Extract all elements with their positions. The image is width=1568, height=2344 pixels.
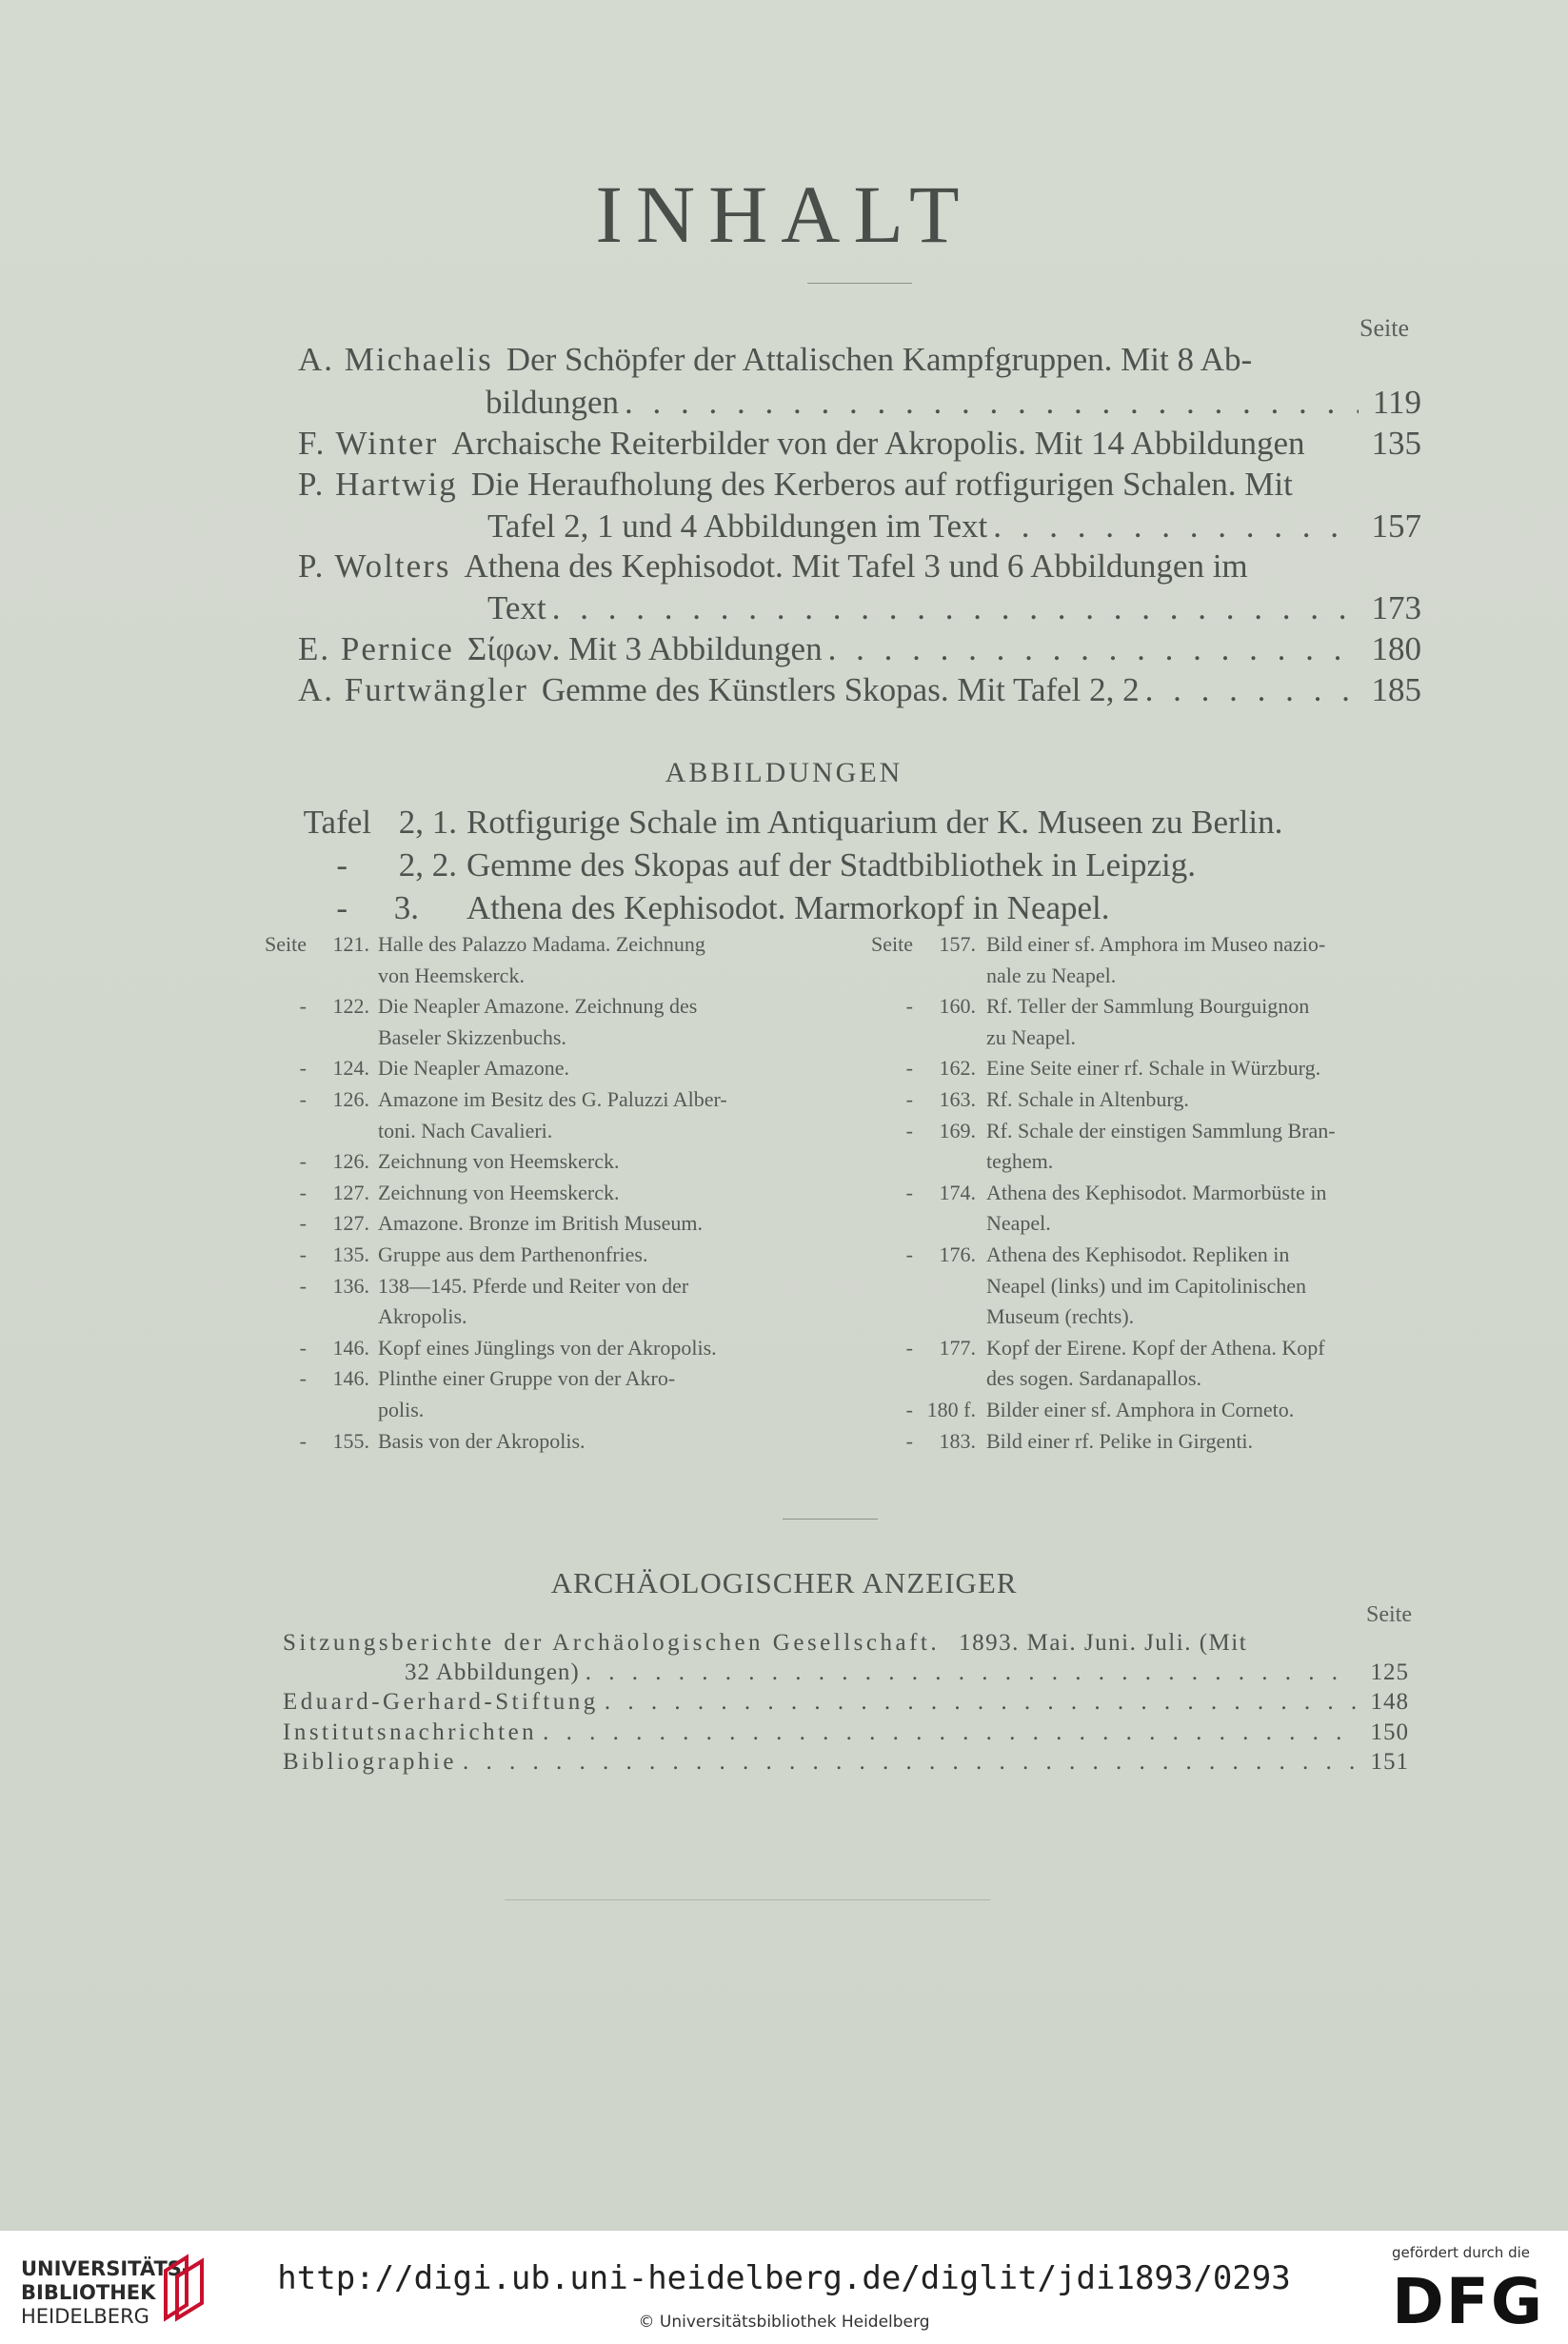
- toc-page: 173: [1371, 589, 1421, 626]
- toc-entry[interactable]: [298, 549, 1426, 583]
- figure-desc-line: Zeichnung von Heemskerck.: [378, 1180, 620, 1204]
- figure-prefix: -: [905, 1087, 913, 1111]
- figure-desc-line: Die Neapler Amazone. Zeichnung des: [378, 994, 698, 1019]
- figure-desc-line: Kopf eines Jünglings von der Akropolis.: [378, 1335, 717, 1360]
- figure-prefix: -: [905, 1180, 913, 1204]
- figure-page-ref: 127.: [332, 1211, 369, 1236]
- figure-desc-line: Eine Seite einer rf. Schale in Würzburg.: [986, 1056, 1321, 1081]
- seite-label: Seite: [1360, 314, 1409, 342]
- figure-entry[interactable]: [0, 1089, 1568, 1121]
- figure-prefix: -: [299, 1211, 307, 1236]
- figure-page-ref: 122.: [332, 994, 369, 1019]
- plate-ref: 3.: [393, 889, 419, 926]
- figure-desc-line: Basis von der Akropolis.: [378, 1428, 586, 1453]
- figure-entry[interactable]: [0, 934, 1568, 996]
- anzeiger-title: Eduard-Gerhard-Stiftung: [283, 1689, 599, 1715]
- figure-desc-line: Baseler Skizzenbuchs.: [378, 1024, 566, 1049]
- title-rule: [807, 283, 912, 284]
- figure-desc-line: Neapel (links) und im Capitolinischen: [986, 1273, 1307, 1298]
- figure-prefix: -: [905, 1335, 913, 1360]
- plate-ref: 2, 1.: [398, 804, 457, 841]
- anzeiger-entry[interactable]: [283, 1750, 1409, 1774]
- figure-page-ref: 146.: [332, 1335, 369, 1360]
- figure-desc-line: 138—145. Pferde und Reiter von der: [378, 1273, 689, 1298]
- figure-entry[interactable]: [0, 1335, 1568, 1400]
- toc-title: Die Heraufholung des Kerberos auf rotfigurigen Schalen. Mit: [470, 466, 1293, 503]
- figure-desc-line: polis.: [378, 1397, 425, 1421]
- leader-dots: [1145, 673, 1359, 706]
- leader-dots: [552, 591, 1359, 625]
- figure-page-ref: 121.: [332, 932, 369, 956]
- figure-desc-line: nale zu Neapel.: [986, 963, 1117, 987]
- library-line: HEIDELBERG: [21, 2305, 149, 2329]
- anzeiger-title: Institutsnachrichten: [283, 1719, 538, 1745]
- figure-prefix: -: [299, 1180, 307, 1204]
- figure-page-ref: 183.: [939, 1428, 976, 1453]
- toc-title: Der Schöpfer der Attalischen Kampfgruppen. Mit 8 Ab-: [506, 341, 1253, 378]
- figure-page-ref: 157.: [939, 932, 976, 956]
- toc-page: 180: [1371, 630, 1421, 667]
- figure-page-ref: 135.: [332, 1242, 369, 1266]
- dfg-logo: DFG: [1392, 2265, 1545, 2338]
- figure-page-ref: 136.: [332, 1273, 369, 1298]
- library-line: BIBLIOTHEK: [21, 2281, 156, 2305]
- figure-prefix: -: [905, 1242, 913, 1266]
- seite-label-anzeiger: Seite: [1366, 1602, 1412, 1627]
- figure-desc-line: zu Neapel.: [986, 1024, 1077, 1049]
- anzeiger-entry[interactable]: [283, 1690, 1409, 1714]
- figure-desc-line: Halle des Palazzo Madama. Zeichnung: [378, 932, 705, 956]
- footer-bar: [0, 2230, 1568, 2344]
- toc-author: F. Winter: [298, 425, 439, 462]
- plate-entry[interactable]: [0, 891, 1568, 929]
- figure-prefix: Seite: [265, 932, 307, 956]
- figure-page-ref: 163.: [939, 1087, 976, 1111]
- toc-entry[interactable]: [298, 673, 1421, 706]
- figure-entry[interactable]: [0, 1244, 1568, 1338]
- figure-prefix: -: [299, 1056, 307, 1081]
- figure-entry[interactable]: [0, 1397, 1568, 1431]
- anzeiger-entry[interactable]: [283, 1720, 1409, 1744]
- toc-title: Athena des Kephisodot. Mit Tafel 3 und 6 Abbildungen im: [464, 547, 1248, 585]
- leader-dots: [605, 1690, 1356, 1714]
- figure-page-ref: 169.: [939, 1118, 976, 1142]
- toc-entry[interactable]: [298, 427, 1421, 460]
- figure-page-ref: 124.: [332, 1056, 369, 1081]
- figure-desc-line: Athena des Kephisodot. Marmorbüste in: [986, 1180, 1327, 1204]
- figure-prefix: -: [299, 1149, 307, 1174]
- plate-prefix: Tafel: [303, 804, 371, 841]
- figure-page-ref: 162.: [939, 1056, 976, 1081]
- figure-prefix: -: [299, 1366, 307, 1391]
- funded-by-label: gefördert durch die: [1392, 2244, 1530, 2261]
- figure-desc-line: Bild einer sf. Amphora im Museo nazio-: [986, 932, 1326, 956]
- anzeiger-title-cont: 32 Abbildungen): [405, 1659, 580, 1685]
- figure-prefix: -: [905, 1398, 913, 1421]
- toc-entry-cont[interactable]: [486, 386, 1421, 419]
- bottom-rule: [505, 1899, 990, 1900]
- plate-entry[interactable]: [0, 805, 1568, 844]
- figure-desc-line: Athena des Kephisodot. Repliken in: [986, 1242, 1290, 1266]
- figure-desc-line: teghem.: [986, 1149, 1054, 1174]
- figure-desc-line: Bilder einer sf. Amphora in Corneto.: [986, 1398, 1295, 1421]
- anzeiger-title: Bibliographie: [283, 1749, 457, 1775]
- toc-entry-cont[interactable]: [487, 509, 1421, 543]
- toc-author: P. Hartwig: [298, 466, 458, 503]
- toc-page: 157: [1371, 507, 1421, 545]
- figure-prefix: -: [299, 1087, 307, 1111]
- abbildungen-heading: ABBILDUNGEN: [665, 757, 903, 788]
- figure-desc-line: Zeichnung von Heemskerck.: [378, 1149, 620, 1174]
- leader-dots: [828, 632, 1359, 665]
- figure-page-ref: 126.: [332, 1149, 369, 1174]
- anzeiger-page: 151: [1370, 1749, 1409, 1775]
- anzeiger-page: 150: [1370, 1719, 1409, 1745]
- figure-entry[interactable]: [0, 1118, 1568, 1182]
- permalink-url[interactable]: http://digi.ub.uni-heidelberg.de/diglit/jdi1893/0293: [277, 2259, 1291, 2297]
- figure-desc-line: Museum (rechts).: [986, 1304, 1135, 1329]
- figure-entry[interactable]: [0, 1182, 1568, 1244]
- toc-title: Archaische Reiterbilder von der Akropolis. Mit 14 Abbildungen: [451, 425, 1305, 462]
- plate-desc: Rotfigurige Schale im Antiquarium der K. Museen zu Berlin.: [466, 804, 1283, 841]
- plate-desc: Athena des Kephisodot. Marmorkopf in Neapel.: [466, 889, 1110, 926]
- toc-author: P. Wolters: [298, 547, 451, 585]
- figure-prefix: -: [905, 1428, 913, 1453]
- figure-desc-line: Kopf der Eirene. Kopf der Athena. Kopf: [986, 1335, 1325, 1360]
- figure-entry[interactable]: [0, 1058, 1568, 1089]
- figure-prefix: -: [299, 1335, 307, 1360]
- toc-title: Σίφων. Mit 3 Abbildungen: [466, 630, 823, 667]
- toc-entry[interactable]: [298, 467, 1426, 501]
- figure-desc-line: Rf. Schale der einstigen Sammlung Bran-: [986, 1118, 1336, 1142]
- figure-desc-line: Bild einer rf. Pelike in Girgenti.: [986, 1428, 1254, 1453]
- toc-author: A. Furtwängler: [298, 671, 528, 708]
- toc-page: 119: [1372, 384, 1421, 421]
- figure-page-ref: 174.: [939, 1180, 976, 1204]
- anzeiger-entry-cont[interactable]: [405, 1660, 1409, 1684]
- section-rule: [783, 1519, 878, 1520]
- leader-dots: [625, 386, 1359, 419]
- library-line: UNIVERSITÄTS-: [21, 2257, 190, 2280]
- figure-page-ref: 146.: [332, 1366, 369, 1391]
- figure-desc-line: Amazone im Besitz des G. Paluzzi Alber-: [378, 1087, 727, 1111]
- toc-page: 135: [1371, 425, 1421, 462]
- toc-entry[interactable]: [298, 632, 1421, 665]
- figure-desc-line: Rf. Teller der Sammlung Bourguignon: [986, 994, 1310, 1019]
- figure-desc-line: des sogen. Sardanapallos.: [986, 1366, 1202, 1391]
- leader-dots: [993, 509, 1359, 543]
- plate-prefix: -: [336, 846, 347, 884]
- anzeiger-title-rest: 1893. Mai. Juni. Juli. (Mit: [959, 1630, 1248, 1656]
- toc-title: Gemme des Künstlers Skopas. Mit Tafel 2, 2: [541, 671, 1140, 708]
- figure-prefix: -: [299, 1242, 307, 1266]
- toc-title-cont: bildungen: [486, 384, 619, 421]
- figure-desc-line: Amazone. Bronze im British Museum.: [378, 1211, 703, 1236]
- page-title: INHALT: [595, 169, 973, 260]
- anzeiger-page: 148: [1370, 1689, 1409, 1715]
- copyright-notice: © Universitätsbibliothek Heidelberg: [638, 2313, 930, 2332]
- figure-desc-line: Neapel.: [986, 1211, 1051, 1236]
- figure-page-ref: 155.: [332, 1428, 369, 1453]
- leader-dots: [586, 1660, 1356, 1684]
- figure-desc-line: Plinthe einer Gruppe von der Akro-: [378, 1366, 676, 1391]
- figure-desc-line: Rf. Schale in Altenburg.: [986, 1087, 1189, 1111]
- figure-page-ref: 126.: [332, 1087, 369, 1111]
- figure-prefix: -: [905, 1118, 913, 1142]
- toc-title-cont: Text: [487, 589, 546, 626]
- anzeiger-heading: ARCHÄOLOGISCHER ANZEIGER: [550, 1566, 1018, 1599]
- figure-desc-line: Gruppe aus dem Parthenonfries.: [378, 1242, 648, 1266]
- toc-entry[interactable]: [298, 343, 1426, 376]
- figure-entry[interactable]: [0, 996, 1568, 1058]
- toc-title-cont: Tafel 2, 1 und 4 Abbildungen im Text: [487, 507, 988, 545]
- figure-entry[interactable]: [0, 1428, 1568, 1462]
- plate-prefix: -: [336, 889, 347, 926]
- figure-page-ref: 176.: [939, 1242, 976, 1266]
- toc-author: E. Pernice: [298, 630, 454, 667]
- figure-prefix: -: [905, 1056, 913, 1081]
- anzeiger-title: Sitzungsberichte der Archäologischen Gesellschaft.: [283, 1630, 941, 1656]
- figure-desc-line: Akropolis.: [378, 1304, 467, 1329]
- figure-prefix: Seite: [871, 932, 913, 956]
- leader-dots: [463, 1750, 1356, 1774]
- figure-prefix: -: [905, 994, 913, 1019]
- figure-prefix: -: [299, 1273, 307, 1298]
- plate-desc: Gemme des Skopas auf der Stadtbibliothek in Leipzig.: [466, 846, 1196, 884]
- toc-author: A. Michaelis: [298, 341, 493, 378]
- toc-page: 185: [1371, 671, 1421, 708]
- figure-page-ref: 160.: [939, 994, 976, 1019]
- figure-prefix: -: [299, 994, 307, 1019]
- anzeiger-page: 125: [1370, 1659, 1409, 1685]
- toc-entry-cont[interactable]: [487, 591, 1421, 625]
- figure-desc-line: von Heemskerck.: [378, 963, 525, 987]
- figure-desc-line: toni. Nach Cavalieri.: [378, 1118, 553, 1142]
- figure-desc-line: Die Neapler Amazone.: [378, 1056, 569, 1081]
- figure-page-ref: 180 f.: [926, 1398, 976, 1421]
- figure-prefix: -: [299, 1428, 307, 1453]
- anzeiger-entry[interactable]: [283, 1631, 1411, 1655]
- plate-entry[interactable]: [0, 848, 1568, 886]
- figure-page-ref: 127.: [332, 1180, 369, 1204]
- leader-dots: [543, 1720, 1356, 1744]
- figure-page-ref: 177.: [939, 1335, 976, 1360]
- plate-ref: 2, 2.: [398, 846, 457, 884]
